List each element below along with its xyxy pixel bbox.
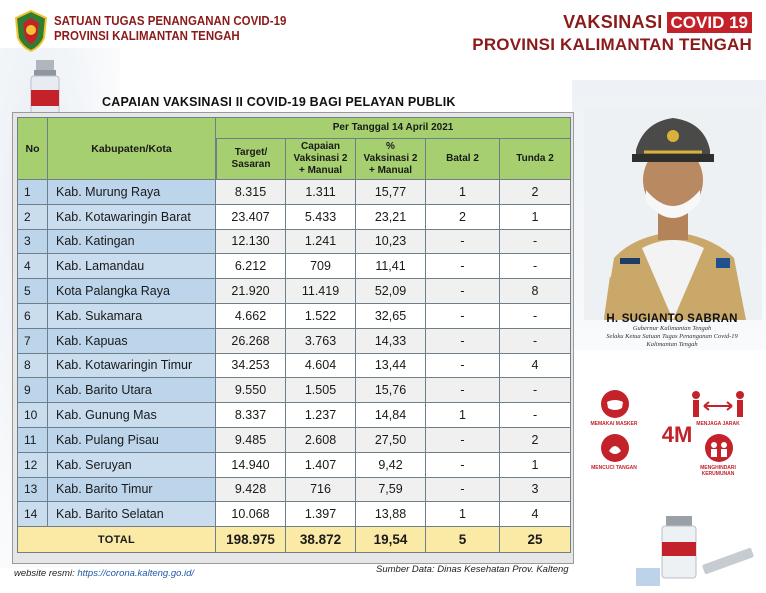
cell-tunda: 1	[500, 453, 571, 478]
cell-batal: -	[426, 378, 500, 403]
cell-batal: 1	[426, 502, 500, 527]
cell-capaian: 3.763	[286, 329, 356, 354]
cell-batal: -	[426, 304, 500, 329]
cell-target: 21.920	[216, 279, 286, 304]
cell-pct: 14,33	[356, 329, 426, 354]
total-label: TOTAL	[17, 527, 216, 553]
cell-batal: -	[426, 428, 500, 453]
cell-pct: 7,59	[356, 478, 426, 503]
cell-pct: 10,23	[356, 230, 426, 255]
cell-name: Kab. Katingan	[48, 230, 216, 255]
governor-photo	[584, 108, 762, 320]
cell-capaian: 716	[286, 478, 356, 503]
cell-capaian: 2.608	[286, 428, 356, 453]
cell-name: Kab. Pulang Pisau	[48, 428, 216, 453]
cell-no: 4	[17, 254, 48, 279]
cell-pct: 27,50	[356, 428, 426, 453]
cell-no: 10	[17, 403, 48, 428]
cell-pct: 14,84	[356, 403, 426, 428]
column-header-tunda: Tunda 2	[500, 139, 571, 180]
cell-no: 8	[17, 354, 48, 379]
cell-pct: 15,77	[356, 180, 426, 205]
table-row	[17, 205, 571, 230]
cell-batal: 1	[426, 180, 500, 205]
cell-batal: -	[426, 230, 500, 255]
website-label: website resmi:	[14, 568, 75, 579]
table-row	[17, 453, 571, 478]
cell-target: 14.940	[216, 453, 286, 478]
column-header-capaian	[286, 139, 356, 180]
cell-no: 11	[17, 428, 48, 453]
column-header-capaian-line3: + Manual	[298, 165, 343, 176]
cell-no: 12	[17, 453, 48, 478]
cell-pct: 23,21	[356, 205, 426, 230]
cell-tunda: -	[500, 403, 571, 428]
total-percent: 19,54	[356, 527, 426, 553]
cell-capaian: 5.433	[286, 205, 356, 230]
cell-tunda: -	[500, 230, 571, 255]
cell-name: Kota Palangka Raya	[48, 279, 216, 304]
cell-target: 4.662	[216, 304, 286, 329]
cell-target: 9.485	[216, 428, 286, 453]
cell-tunda: -	[500, 378, 571, 403]
table-row	[17, 378, 571, 403]
cell-no: 9	[17, 378, 48, 403]
cell-pct: 52,09	[356, 279, 426, 304]
cell-target: 9.550	[216, 378, 286, 403]
cell-no: 5	[17, 279, 48, 304]
vaksinasi-label: VAKSINASI	[563, 12, 663, 32]
cell-target: 8.337	[216, 403, 286, 428]
table-row	[17, 502, 571, 527]
cell-capaian: 1.505	[286, 378, 356, 403]
cell-target: 12.130	[216, 230, 286, 255]
covid-badge: COVID 19	[667, 12, 752, 33]
governor-role-1: Gubernur Kalimantan Tengah	[632, 325, 712, 332]
cell-capaian: 1.237	[286, 403, 356, 428]
cell-pct: 32,65	[356, 304, 426, 329]
cell-target: 8.315	[216, 180, 286, 205]
cell-name: Kab. Gunung Mas	[48, 403, 216, 428]
date-header: Per Tanggal 14 April 2021	[216, 117, 571, 139]
cell-capaian: 1.407	[286, 453, 356, 478]
cell-tunda: 8	[500, 279, 571, 304]
cell-batal: -	[426, 329, 500, 354]
cell-target: 6.212	[216, 254, 286, 279]
total-tunda: 25	[500, 527, 571, 553]
table-row	[17, 279, 571, 304]
cell-tunda: 3	[500, 478, 571, 503]
column-header-percent-line2: Vaksinasi 2	[363, 153, 418, 164]
protocol-distance-label: MENJAGA JARAK	[696, 421, 740, 427]
cell-target: 23.407	[216, 205, 286, 230]
protocol-handwash-label: MENCUCI TANGAN	[591, 465, 637, 471]
cell-batal: 1	[426, 403, 500, 428]
cell-batal: -	[426, 254, 500, 279]
cell-name: Kab. Lamandau	[48, 254, 216, 279]
org-line-1: SATUAN TUGAS PENANGANAN COVID-19	[54, 14, 287, 28]
cell-tunda: -	[500, 304, 571, 329]
table-row	[17, 354, 571, 379]
cell-pct: 13,88	[356, 502, 426, 527]
cell-name: Kab. Kapuas	[48, 329, 216, 354]
cell-name: Kab. Seruyan	[48, 453, 216, 478]
table-row	[17, 180, 571, 205]
table-title: CAPAIAN VAKSINASI II COVID-19 BAGI PELAYAN PUBLIK	[102, 95, 456, 109]
governor-name: H. SUGIANTO SABRAN	[606, 313, 738, 325]
cell-capaian: 1.397	[286, 502, 356, 527]
cell-no: 3	[17, 230, 48, 255]
province-heading: PROVINSI KALIMANTAN TENGAH	[472, 35, 752, 54]
cell-pct: 15,76	[356, 378, 426, 403]
cell-tunda: 2	[500, 180, 571, 205]
table-row	[17, 254, 571, 279]
governor-caption	[578, 313, 766, 349]
cell-name: Kab. Kotawaringin Barat	[48, 205, 216, 230]
vaccination-table-panel	[12, 112, 574, 564]
table-row	[17, 478, 571, 503]
protocol-4m-label: 4M	[661, 422, 693, 447]
table-row	[17, 304, 571, 329]
cell-no: 13	[17, 478, 48, 503]
cell-target: 26.268	[216, 329, 286, 354]
cell-capaian: 1.311	[286, 180, 356, 205]
column-header-kabupaten: Kabupaten/Kota	[48, 117, 216, 180]
cell-name: Kab. Sukamara	[48, 304, 216, 329]
cell-batal: -	[426, 354, 500, 379]
cell-pct: 11,41	[356, 254, 426, 279]
cell-tunda: 1	[500, 205, 571, 230]
cell-name: Kab. Kotawaringin Timur	[48, 354, 216, 379]
cell-capaian: 11.419	[286, 279, 356, 304]
total-batal: 5	[426, 527, 500, 553]
cell-batal: -	[426, 453, 500, 478]
cell-target: 10.068	[216, 502, 286, 527]
table-row	[17, 403, 571, 428]
avoid-crowd-icon	[704, 433, 734, 463]
cell-no: 14	[17, 502, 48, 527]
cell-tunda: 2	[500, 428, 571, 453]
column-header-no: No	[17, 117, 48, 180]
cell-name: Kab. Murung Raya	[48, 180, 216, 205]
cell-target: 9.428	[216, 478, 286, 503]
total-row	[17, 527, 571, 553]
protocol-mask-label: MEMAKAI MASKER	[590, 421, 638, 427]
governor-role-3: Kalimantan Tengah	[646, 341, 698, 348]
table-row	[17, 329, 571, 354]
governor-role-2: Selaku Ketua Satuan Tugas Penanganan Covid-19	[606, 333, 738, 340]
cell-name: Kab. Barito Utara	[48, 378, 216, 403]
vaccination-table	[17, 117, 571, 553]
column-header-percent	[356, 139, 426, 180]
org-line-2: PROVINSI KALIMANTAN TENGAH	[54, 29, 240, 43]
province-emblem-icon	[14, 10, 48, 52]
hand-wash-icon	[600, 433, 630, 463]
mask-icon	[600, 389, 630, 419]
cell-capaian: 709	[286, 254, 356, 279]
cell-tunda: -	[500, 329, 571, 354]
column-header-capaian-line2: Vaksinasi 2	[293, 153, 348, 164]
cell-no: 7	[17, 329, 48, 354]
cell-capaian: 1.241	[286, 230, 356, 255]
campaign-heading	[472, 12, 752, 55]
cell-no: 6	[17, 304, 48, 329]
cell-batal: -	[426, 478, 500, 503]
data-source: Sumber Data: Dinas Kesehatan Prov. Kalteng	[376, 564, 569, 575]
cell-batal: 2	[426, 205, 500, 230]
cell-no: 1	[17, 180, 48, 205]
total-target: 198.975	[216, 527, 286, 553]
cell-target: 34.253	[216, 354, 286, 379]
column-header-target	[216, 139, 286, 180]
column-header-target-line2: Sasaran	[231, 159, 271, 170]
column-header-capaian-line1: Capaian	[301, 141, 340, 152]
cell-capaian: 1.522	[286, 304, 356, 329]
distance-icon	[688, 389, 748, 419]
website-footer	[14, 568, 194, 579]
cell-batal: -	[426, 279, 500, 304]
cell-tunda: -	[500, 254, 571, 279]
org-title	[54, 14, 286, 44]
table-row	[17, 230, 571, 255]
column-header-percent-line3: + Manual	[368, 165, 413, 176]
cell-tunda: 4	[500, 354, 571, 379]
cell-pct: 9,42	[356, 453, 426, 478]
protocol-crowd-label: MENGHINDARI KERUMUNAN	[700, 465, 736, 477]
cell-pct: 13,44	[356, 354, 426, 379]
cell-name: Kab. Barito Timur	[48, 478, 216, 503]
column-header-percent-line1: %	[386, 141, 395, 152]
column-header-batal: Batal 2	[426, 139, 500, 180]
cell-name: Kab. Barito Selatan	[48, 502, 216, 527]
cell-no: 2	[17, 205, 48, 230]
cell-tunda: 4	[500, 502, 571, 527]
column-header-target-line1: Target/	[234, 147, 268, 158]
website-link[interactable]: https://corona.kalteng.go.id/	[77, 568, 195, 579]
table-row	[17, 428, 571, 453]
total-capaian: 38.872	[286, 527, 356, 553]
health-protocol-4m	[592, 385, 762, 480]
vaccine-syringe-icon	[632, 508, 758, 588]
cell-capaian: 4.604	[286, 354, 356, 379]
